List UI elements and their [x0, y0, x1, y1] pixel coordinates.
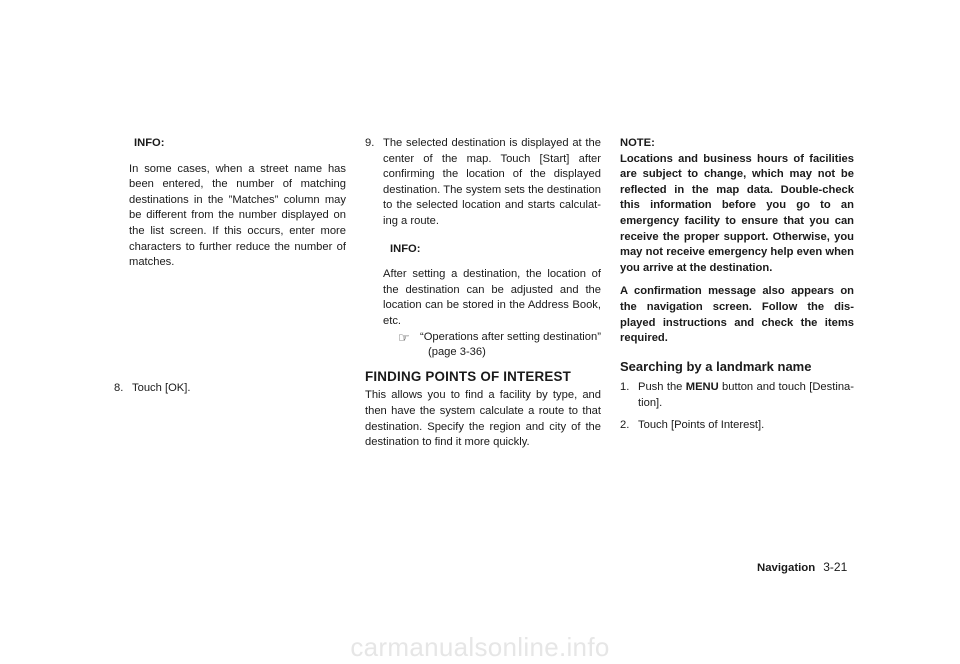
section-heading: FINDING POINTS OF INTEREST [365, 368, 572, 384]
info-label: INFO: [134, 137, 165, 149]
page-footer [757, 560, 847, 574]
step-text: The selected destination is displayed at the center of the map. Touch [Start] after confirming the location of the displayed destination. The system sets the destination to the selected location and starts calculat-ing a route. [383, 137, 601, 227]
info-label: INFO: [390, 242, 421, 255]
note-text: Locations and business hours of facilities are subject to change, which may not be reflected in the map data. Double-check this information before you go to an emergency facility to ensure that you can receive the proper support. Otherwise, you may not receive emergency help even when you arrive at the destination. [620, 152, 854, 274]
right-column [620, 136, 854, 433]
step-number: 8. [114, 381, 124, 394]
left-column [114, 136, 346, 396]
section-text: This allows you to find a facility by type, and then have the system calculate a route to that destination. Specify the region and city of the destination to find it more quickly. [365, 389, 601, 449]
reference-title: “Operations after setting destination” [420, 330, 601, 343]
info-text: In some cases, when a street name has been entered, the number of matching destinations in the ”Matches” column may be different from the number displayed on the list screen. If this occurs, enter more characters to further reduce the number of matches. [129, 162, 346, 269]
middle-column [365, 136, 601, 451]
step-number: 1. [620, 381, 630, 394]
step-9 [365, 136, 601, 230]
page-number: 3-21 [823, 560, 848, 574]
step-text: Push the MENU button and touch [Destina-tion]. [638, 381, 854, 409]
reference-pointing-hand-icon: ☞ [398, 329, 410, 345]
step-text: Touch [OK]. [132, 381, 191, 394]
info-text: After setting a destination, the location of the destination can be adjusted and the location can be stored in the Address Book, etc. [383, 268, 601, 327]
subsection-heading: Searching by a landmark name [620, 358, 812, 374]
footer-section: Navigation [757, 562, 816, 574]
page-reference[interactable] [398, 330, 601, 361]
watermark: carmanualsonline.info [350, 632, 610, 662]
step-text: Touch [Points of Interest]. [638, 418, 765, 431]
step-number: 2. [620, 418, 630, 431]
reference-page: (page 3-36) [428, 346, 486, 359]
step-8 [114, 381, 346, 397]
step-2 [620, 418, 854, 434]
confirmation-text: A confirmation message also appears on the navigation screen. Follow the dis-played instructions and check the items required. [620, 285, 854, 345]
step-number: 9. [365, 137, 375, 149]
menu-button-label: MENU [685, 381, 719, 394]
step-1 [620, 380, 854, 411]
note-label: NOTE: [620, 137, 655, 149]
